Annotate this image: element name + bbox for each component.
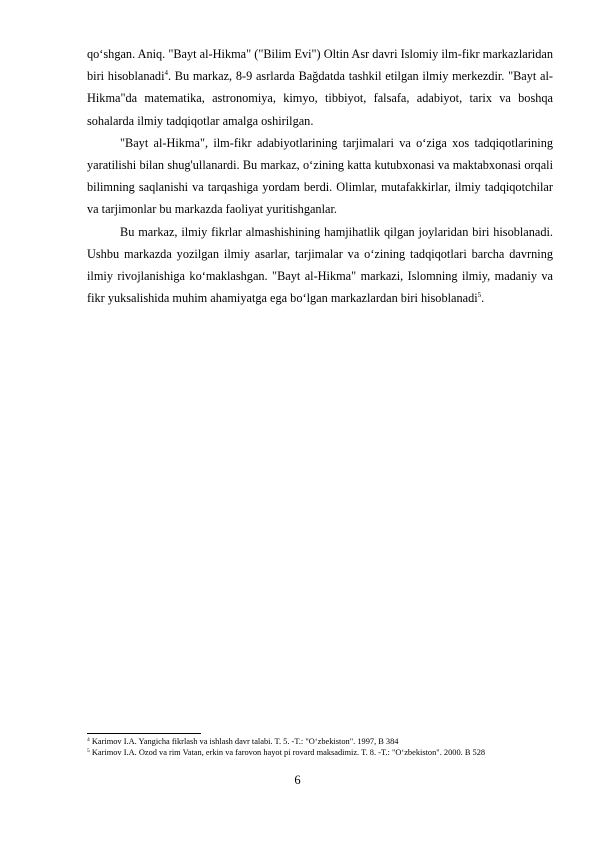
footnote-text: Karimov I.A. Yangicha fikrlash va ishlash davr talabi. T. 5. -T.: "O‘zbekiston". 1997, B 384 xyxy=(89,737,399,746)
paragraph-1 xyxy=(87,43,553,132)
paragraph-text: qo‘shgan. Aniq. "Bayt al-Hikma" ("Bilim Evi") Oltin Asr davri Islomiy ilm-fikr markazlaridan biri hisoblanadi xyxy=(87,47,553,84)
footnote-5 xyxy=(87,748,557,759)
footnotes xyxy=(87,737,557,758)
paragraph-3 xyxy=(87,221,553,310)
page-number: 6 xyxy=(294,773,301,787)
paragraph-text: Bu markaz, ilmiy fikrlar almashishining hamjihatlik qilgan joylaridan biri hisoblanadi. Ushbu markazda yozilgan ilmiy asarlar, tarjimalar va o‘zining tadqiqotlari barcha davrning ilmiy rivojlanishiga ko‘maklashgan. "Bayt al-Hikma" markazi, Islomning ilmiy, madaniy va fikr yuksalishida muhim ahamiyatga ega bo‘lgan markazlardan biri hisoblanadi xyxy=(87,224,553,306)
body-text xyxy=(87,43,553,309)
paragraph-2 xyxy=(87,132,553,221)
footnote-4 xyxy=(87,737,557,748)
paragraph-text: . Bu markaz, 8-9 asrlarda Bağdatda tashkil etilgan ilmiy merkezdir. "Bayt al-Hikma"da matematika, astronomiya, kimyo, tibbiyot, falsafa, adabiyot, tarix va boshqa sohalarda ilmiy tadqiqotlar amalga oshirilgan. xyxy=(87,69,553,128)
footnote-reference-4[interactable]: 4 xyxy=(164,69,168,78)
footnote-text: Karimov I.A. Ozod va rim Vatan, erkin va farovon hayot pi rovard maksadimiz. T. 8. -T.: "O‘zbekiston". 2000. B 528 xyxy=(89,747,486,757)
footnote-reference-5[interactable]: 5 xyxy=(477,291,482,300)
paragraph-text: "Bayt al-Hikma", ilm-fikr adabiyotlarining tarjimalari va o‘ziga xos tadqiqotlarining yaratilishi bilan shug'ullanardi. Bu markaz, o‘zining katta kutubxonasi va maktabxonasi orqali bilimning saqlanishi va tarqashiga yordam berdi. Olimlar, mutafakkirlar, ilmiy tadqiqotchilar va tarjimonlar bu markazda faoliyat yuritishganlar. xyxy=(87,135,553,217)
footnote-number: 5 xyxy=(87,747,90,754)
footnote-number: 4 xyxy=(87,737,90,743)
paragraph-text: . xyxy=(481,291,485,306)
footnote-separator xyxy=(87,733,201,734)
